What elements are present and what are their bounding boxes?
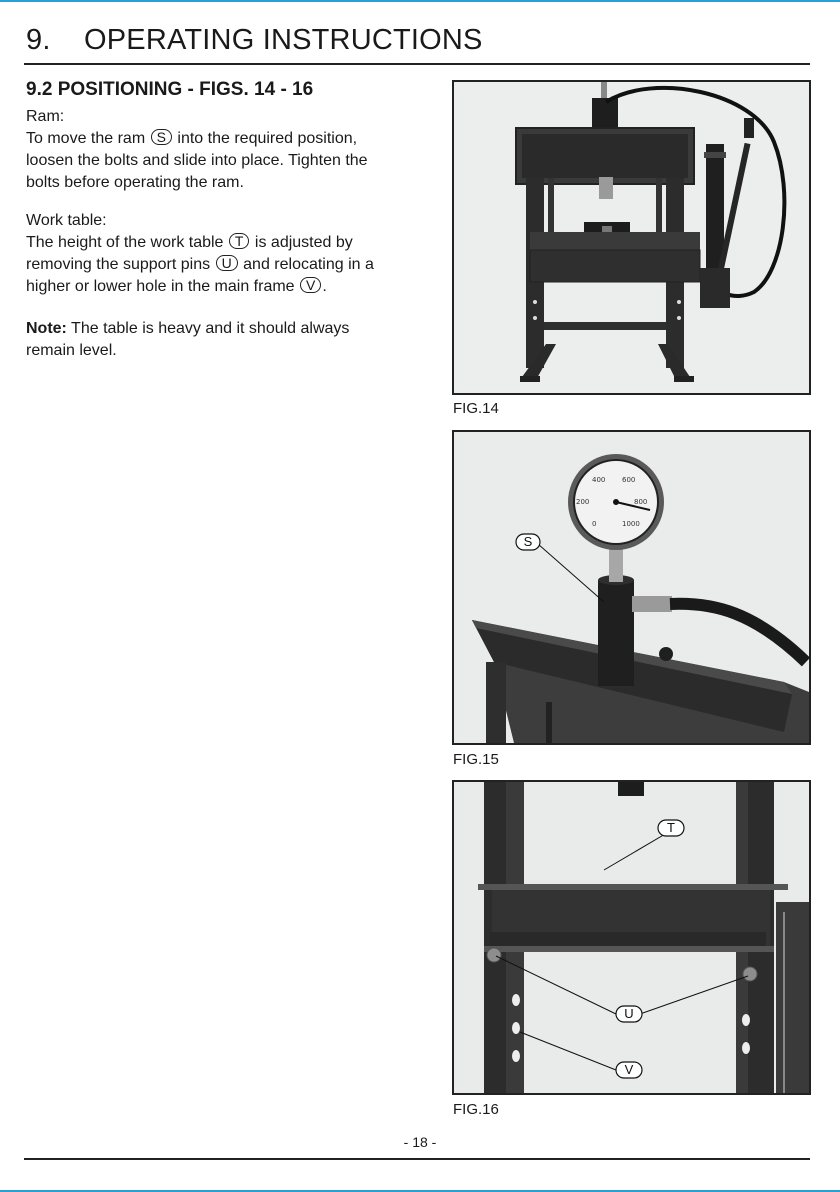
gauge-tick: 0 (592, 520, 597, 528)
fig16-callout-t: T (667, 820, 675, 835)
ram-heading: Ram: (26, 108, 65, 125)
fig16-callout-u: U (624, 1006, 634, 1021)
gauge-tick: 1000 (622, 520, 640, 528)
callout-u: U (216, 255, 238, 271)
note-text: The table is heavy and it should always (71, 320, 350, 337)
fig15-image (452, 430, 811, 745)
callout-v: V (300, 277, 321, 293)
fig16-callout-v: V (624, 1062, 634, 1077)
callout-t: T (229, 233, 250, 249)
top-accent-line (0, 0, 840, 2)
note-line-1 (26, 318, 436, 340)
section-title: OPERATING INSTRUCTIONS (84, 24, 483, 56)
fig15-caption: FIG.15 (453, 751, 499, 768)
note-label: Note: (26, 320, 67, 337)
ram-text: To move the ram (26, 130, 146, 147)
gauge-tick: 200 (576, 498, 590, 506)
gauge-tick: 400 (592, 476, 606, 484)
ram-block (26, 106, 436, 194)
gauge-tick: 600 (622, 476, 636, 484)
worktable-block (26, 210, 436, 298)
ram-line-2: loosen the bolts and slide into place. Tighten the (26, 152, 368, 169)
worktable-text: is adjusted by (254, 234, 353, 251)
worktable-line-3 (26, 276, 436, 298)
footer-rule (24, 1158, 810, 1160)
page-number: - 18 - (403, 1134, 437, 1150)
fig16-caption: FIG.16 (453, 1101, 499, 1118)
fig16-image (452, 780, 811, 1095)
fig14-image (452, 80, 811, 395)
worktable-text: The height of the work table (26, 234, 224, 251)
ram-line-1 (26, 128, 436, 150)
worktable-line-2 (26, 254, 436, 276)
fig14-caption: FIG.14 (453, 400, 499, 417)
worktable-text: . (322, 278, 327, 295)
worktable-text: higher or lower hole in the main frame (26, 278, 295, 295)
fig15-cylinder (598, 580, 634, 686)
fig15-callout-s: S (523, 534, 533, 549)
header-rule (24, 63, 810, 65)
callout-s: S (151, 129, 172, 145)
gauge-tick: 800 (634, 498, 648, 506)
section-number: 9. (26, 24, 51, 56)
note-block (26, 318, 436, 362)
ram-text: into the required position, (177, 130, 358, 147)
page-header (26, 24, 483, 57)
ram-line-3: bolts before operating the ram. (26, 174, 244, 191)
worktable-text: removing the support pins (26, 256, 211, 273)
worktable-line-1 (26, 232, 436, 254)
note-line-2: remain level. (26, 342, 117, 359)
worktable-text: and relocating in a (243, 256, 374, 273)
subsection-title: 9.2 POSITIONING - FIGS. 14 - 16 (26, 79, 314, 100)
worktable-heading: Work table: (26, 212, 107, 229)
